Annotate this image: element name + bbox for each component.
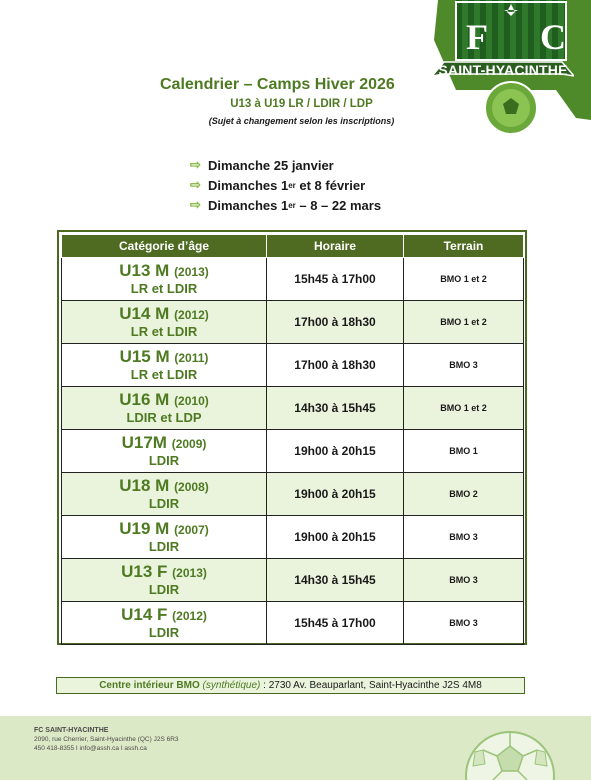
table-row (62, 387, 524, 430)
category-year: (2007) (174, 522, 209, 537)
logo-banner-text: SAINT-HYACINTHE (438, 62, 568, 78)
category-name: U16 M (119, 389, 170, 409)
table-row (62, 344, 524, 387)
category-year: (2013) (172, 565, 207, 580)
table-row (62, 602, 524, 645)
category-cell (62, 559, 267, 602)
category-name: U18 M (119, 475, 170, 495)
category-league: LR et LDIR (130, 280, 198, 296)
category-league: LDIR et LDP (126, 409, 202, 425)
horaire-cell: 15h45 à 17h00 (267, 258, 404, 301)
category-league: LDIR (148, 581, 180, 597)
category-line (62, 391, 266, 410)
date-item (190, 175, 381, 195)
horaire-cell: 15h45 à 17h00 (267, 602, 404, 645)
category-name: U14 F (121, 604, 168, 624)
category-league: LR et LDIR (130, 323, 198, 339)
category-name: U13 M (119, 260, 170, 280)
terrain-cell: BMO 1 et 2 (404, 301, 524, 344)
table-row (62, 258, 524, 301)
venue-type: (synthétique) (202, 680, 261, 691)
venue-name: Centre intérieur BMO (99, 680, 200, 691)
category-cell (62, 387, 267, 430)
table-row (62, 473, 524, 516)
category-league: LDIR (148, 538, 180, 554)
logo-letter-f: F (466, 17, 488, 57)
category-name: U14 M (119, 303, 170, 323)
category-league: LDIR (148, 624, 180, 640)
horaire-cell: 14h30 à 15h45 (267, 387, 404, 430)
table-row (62, 301, 524, 344)
horaire-cell: 19h00 à 20h15 (267, 430, 404, 473)
footer-text (34, 726, 179, 753)
category-line (62, 477, 266, 496)
category-league: LDIR (148, 452, 180, 468)
table-row (62, 430, 524, 473)
category-name: U15 M (119, 346, 170, 366)
page-title: Calendrier – Camps Hiver 2026 (160, 76, 395, 93)
date-text-end: et 8 février (295, 177, 366, 193)
category-year: (2012) (174, 307, 209, 322)
table-row (62, 559, 524, 602)
date-item (190, 155, 381, 175)
category-line (62, 520, 266, 539)
header-terrain: Terrain (404, 235, 524, 258)
category-cell (62, 258, 267, 301)
terrain-cell: BMO 1 et 2 (404, 258, 524, 301)
horaire-cell: 17h00 à 18h30 (267, 344, 404, 387)
category-year: (2009) (171, 436, 207, 451)
soccer-ball-icon (455, 716, 565, 780)
category-line (62, 348, 266, 367)
category-cell (62, 301, 267, 344)
horaire-cell: 14h30 à 15h45 (267, 559, 404, 602)
logo-letters (466, 16, 566, 56)
footer-org: FC SAINT-HYACINTHE (34, 727, 109, 734)
terrain-cell: BMO 3 (404, 344, 524, 387)
date-text: Dimanches 1 (208, 177, 289, 193)
horaire-cell: 19h00 à 20h15 (267, 473, 404, 516)
category-cell (62, 344, 267, 387)
terrain-cell: BMO 3 (404, 559, 524, 602)
terrain-cell: BMO 1 (404, 430, 524, 473)
date-text: Dimanches 1 (208, 197, 289, 213)
category-line (62, 434, 266, 453)
venue-address: : 2730 Av. Beauparlant, Saint-Hyacinthe J2S 4M8 (260, 680, 482, 691)
arrow-right-icon: ⇨ (190, 197, 201, 212)
footer-address: 2090, rue Cherrier, Saint-Hyacinthe (QC) J2S 6R3 (34, 736, 179, 743)
logo-letter-c: C (540, 17, 566, 57)
category-name: U19 M (119, 518, 170, 538)
category-year: (2012) (172, 608, 207, 623)
date-text-end: – 8 – 22 mars (295, 197, 382, 213)
category-name: U13 F (121, 561, 168, 581)
footer-contact: 450 418-8355 I info@assh.ca I assh.ca (34, 745, 147, 752)
header-horaire: Horaire (267, 235, 404, 258)
dates-list (190, 155, 381, 215)
category-year: (2013) (174, 264, 209, 279)
arrow-right-icon: ⇨ (190, 157, 201, 172)
table-header-row (62, 235, 524, 258)
horaire-cell: 17h00 à 18h30 (267, 301, 404, 344)
category-name: U17M (121, 432, 167, 452)
schedule-table (61, 234, 524, 645)
category-line (62, 563, 266, 582)
category-line (62, 305, 266, 324)
category-year: (2008) (174, 479, 209, 494)
category-cell (62, 602, 267, 645)
category-line (62, 262, 266, 281)
terrain-cell: BMO 3 (404, 516, 524, 559)
schedule-table-frame (57, 230, 527, 645)
category-cell (62, 516, 267, 559)
category-league: LR et LDIR (130, 366, 198, 382)
page-subtitle: U13 à U19 LR / LDIR / LDP (230, 98, 373, 110)
date-text: Dimanche 25 janvier (208, 157, 334, 173)
date-sup: er (288, 200, 296, 210)
terrain-cell: BMO 2 (404, 473, 524, 516)
change-note: (Sujet à changement selon les inscriptions) (208, 116, 395, 126)
category-year: (2011) (174, 350, 209, 365)
horaire-cell: 19h00 à 20h15 (267, 516, 404, 559)
header-category: Catégorie d’âge (62, 235, 267, 258)
terrain-cell: BMO 3 (404, 602, 524, 645)
category-cell (62, 430, 267, 473)
category-cell (62, 473, 267, 516)
terrain-cell: BMO 1 et 2 (404, 387, 524, 430)
category-league: LDIR (148, 495, 180, 511)
venue-info (56, 677, 525, 694)
arrow-right-icon: ⇨ (190, 177, 201, 192)
category-year: (2010) (174, 393, 209, 408)
date-sup: er (288, 180, 296, 190)
table-row (62, 516, 524, 559)
date-item (190, 195, 381, 215)
category-line (62, 606, 266, 625)
